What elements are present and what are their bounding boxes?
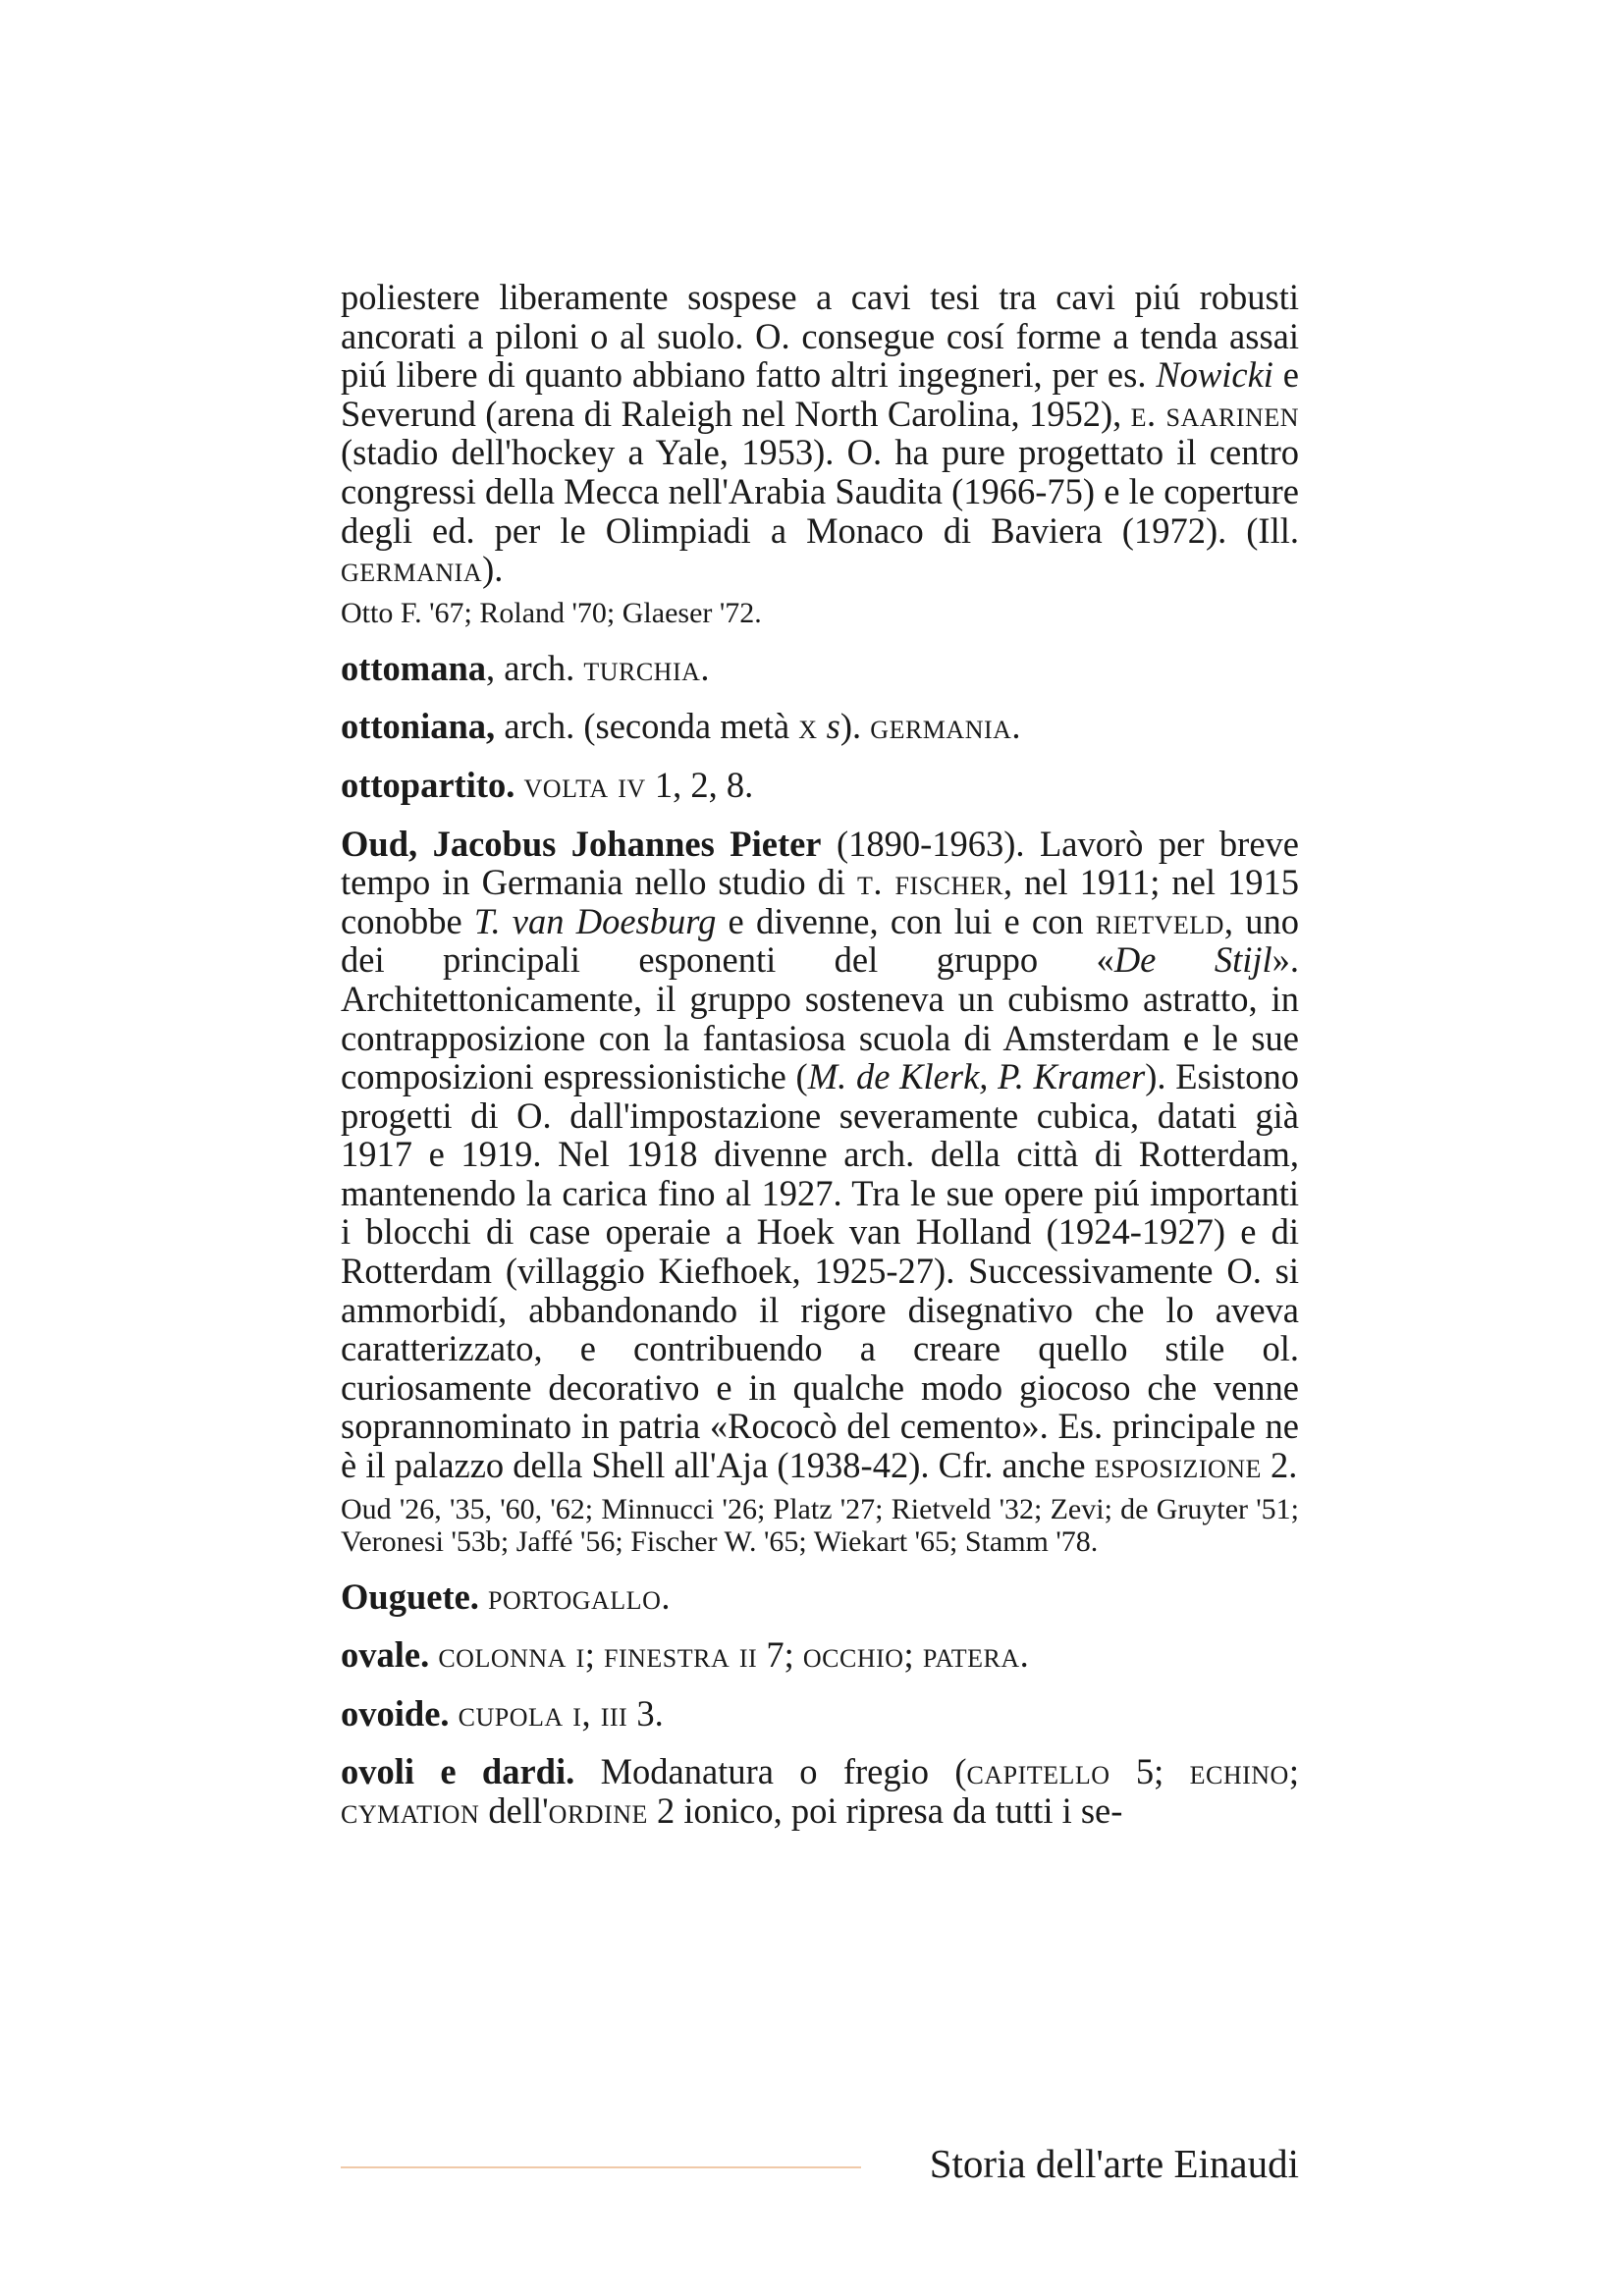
entry-text: ). Esistono progetti di O. dall'impostazione severamente cubica, datati già 1917 e 1919. Nel 1918 divenne arch. della città di Rotterdam, mantenendo la carica fino al 1927. Tra le sue opere piú importanti i blocchi di case operaie a Hoek van Holland (1924-1927) e di Rotterdam (villaggio Kiefhoek, 1925-27). Successivamente O. si ammorbidí, abbandonando il rigore disegnativo che lo aveva caratterizzato, e contribuendo a creare quello stile ol. curiosamente decorativo e in qualche modo giocoso che venne soprannominato in patria «Rococò del cemento». Es. principale ne è il palazzo della Shell all'Aja (1938-42). Cfr. anche: [341, 1056, 1299, 1486]
entry-text: 7;: [757, 1634, 803, 1676]
entry-text: e Severund (arena di Raleigh nel North Carolina, 1952),: [341, 354, 1300, 434]
entry-ouguete: [341, 1577, 1299, 1617]
cross-reference: colonna i: [438, 1634, 585, 1676]
entry-text: poliestere liberamente sospese a cavi tesi tra cavi piú robusti ancorati a piloni o al suolo. O. consegue cosí forme a tenda assai piú libere di quanto abbiano fatto altri ingegneri, per es.: [341, 277, 1299, 396]
cross-reference: capitello: [966, 1751, 1110, 1792]
bibliography: Otto F. '67; Roland '70; Glaeser '72.: [341, 596, 762, 629]
entry-text: 2.: [1261, 1445, 1298, 1486]
italic-name: De Stijl: [1113, 939, 1272, 981]
headword: Oud, Jacobus Johannes Pieter: [341, 823, 822, 864]
cross-reference: t. fischer: [857, 862, 1003, 903]
entry-text: dell': [479, 1790, 549, 1831]
entry-text: [429, 1634, 438, 1675]
entry-ottomana: [341, 649, 1299, 688]
headword: ovoli e dardi.: [341, 1751, 575, 1792]
entry-text: ;: [903, 1634, 923, 1676]
bibliography: Oud '26, '35, '60, '62; Minnucci '26; Platz '27; Rietveld '32; Zevi; de Gruyter '51; Veronesi '53b; Jaffé '56; Fischer W. '65; Wiekart '65; Stamm '78.: [341, 1492, 1299, 1558]
headword: ottomana: [341, 647, 487, 688]
entry-text: e divenne, con lui e con: [716, 900, 1096, 941]
entry-text: 5;: [1109, 1751, 1190, 1792]
entry-text: .: [700, 647, 710, 688]
italic-abbreviation: s: [826, 706, 840, 747]
entry-text: 3.: [627, 1692, 664, 1734]
entry-continuation: [341, 278, 1299, 589]
entry-text: [514, 765, 523, 805]
entry-text: ).: [839, 706, 871, 747]
headword: ottopartito.: [341, 764, 515, 805]
cross-reference: volta iv: [523, 764, 646, 805]
cross-reference: germania: [341, 549, 483, 590]
cross-reference: echino: [1189, 1751, 1289, 1792]
italic-name: T. van Doesburg: [473, 900, 717, 941]
footer-title: Storia dell'arte Einaudi: [929, 2141, 1299, 2186]
entry-text: ;: [1288, 1751, 1299, 1792]
entry-oud: [341, 825, 1299, 1485]
entry-ottoniana: [341, 707, 1299, 746]
entry-text: , nel 1911; nel 1915 conobbe: [341, 862, 1299, 941]
entry-ovoli-e-dardi: [341, 1752, 1299, 1830]
cross-reference: finestra ii: [604, 1634, 758, 1676]
entry-text: [450, 1693, 459, 1734]
roman-numeral: x: [798, 706, 818, 747]
entry-text: ;: [584, 1634, 605, 1676]
entry-text: [818, 706, 827, 746]
entry-ovoide: [341, 1694, 1299, 1734]
entry-text: .: [661, 1575, 671, 1617]
headword: ovoide.: [341, 1692, 450, 1734]
entry-text: [479, 1576, 488, 1617]
entry-text: ». Architettonicamente, il gruppo sosteneva un cubismo astratto, in contrapposizione con la fantasiosa scuola di Amsterdam e le sue composizioni espressionistiche (: [341, 939, 1300, 1097]
entry-text: arch. (seconda metà: [495, 706, 799, 747]
entry-text: (1890-1963). Lavorò per breve tempo in Germania nello studio di: [341, 823, 1299, 903]
entry-text: 1, 2, 8.: [645, 764, 754, 805]
entry-text: ).: [482, 549, 504, 590]
footer-rule: [341, 2166, 861, 2168]
entry-text: , uno dei principali esponenti del gruppo «: [341, 900, 1299, 981]
entry-text: 2 ionico, poi ripresa da tutti i se-: [647, 1790, 1123, 1831]
cross-reference: esposizione: [1094, 1445, 1262, 1486]
headword: ottoniana,: [341, 706, 496, 747]
entry-text: Modanatura o fregio (: [574, 1751, 967, 1792]
entry-text: , arch.: [486, 647, 584, 688]
headword: Ouguete.: [341, 1575, 479, 1617]
cross-reference: ordine: [548, 1790, 648, 1831]
cross-reference: e. saarinen: [1130, 393, 1299, 434]
entry-text: .: [1011, 706, 1021, 747]
cross-reference: portogallo: [488, 1575, 662, 1617]
cross-reference: cupola i, iii: [458, 1692, 628, 1734]
entry-text: .: [1019, 1634, 1029, 1676]
entry-ovale: [341, 1635, 1299, 1675]
cross-reference: rietveld: [1095, 900, 1224, 941]
entry-ottopartito: [341, 766, 1299, 805]
page-body: [341, 278, 1299, 1831]
cross-reference: occhio: [802, 1634, 904, 1676]
italic-name: Nowicki: [1156, 354, 1273, 396]
cross-reference: germania: [870, 706, 1012, 747]
italic-name: M. de Klerk, P. Kramer: [807, 1056, 1146, 1097]
headword: ovale.: [341, 1634, 430, 1676]
cross-reference: turchia: [583, 647, 701, 688]
entry-text: (stadio dell'hockey a Yale, 1953). O. ha pure progettato il centro congressi della Mecca nell'Arabia Saudita (1966-75) e le coperture degli ed. per le Olimpiadi a Monaco di Baviera (1972). (Ill.: [341, 432, 1299, 551]
cross-reference: cymation: [341, 1790, 480, 1831]
cross-reference: patera: [922, 1634, 1020, 1676]
